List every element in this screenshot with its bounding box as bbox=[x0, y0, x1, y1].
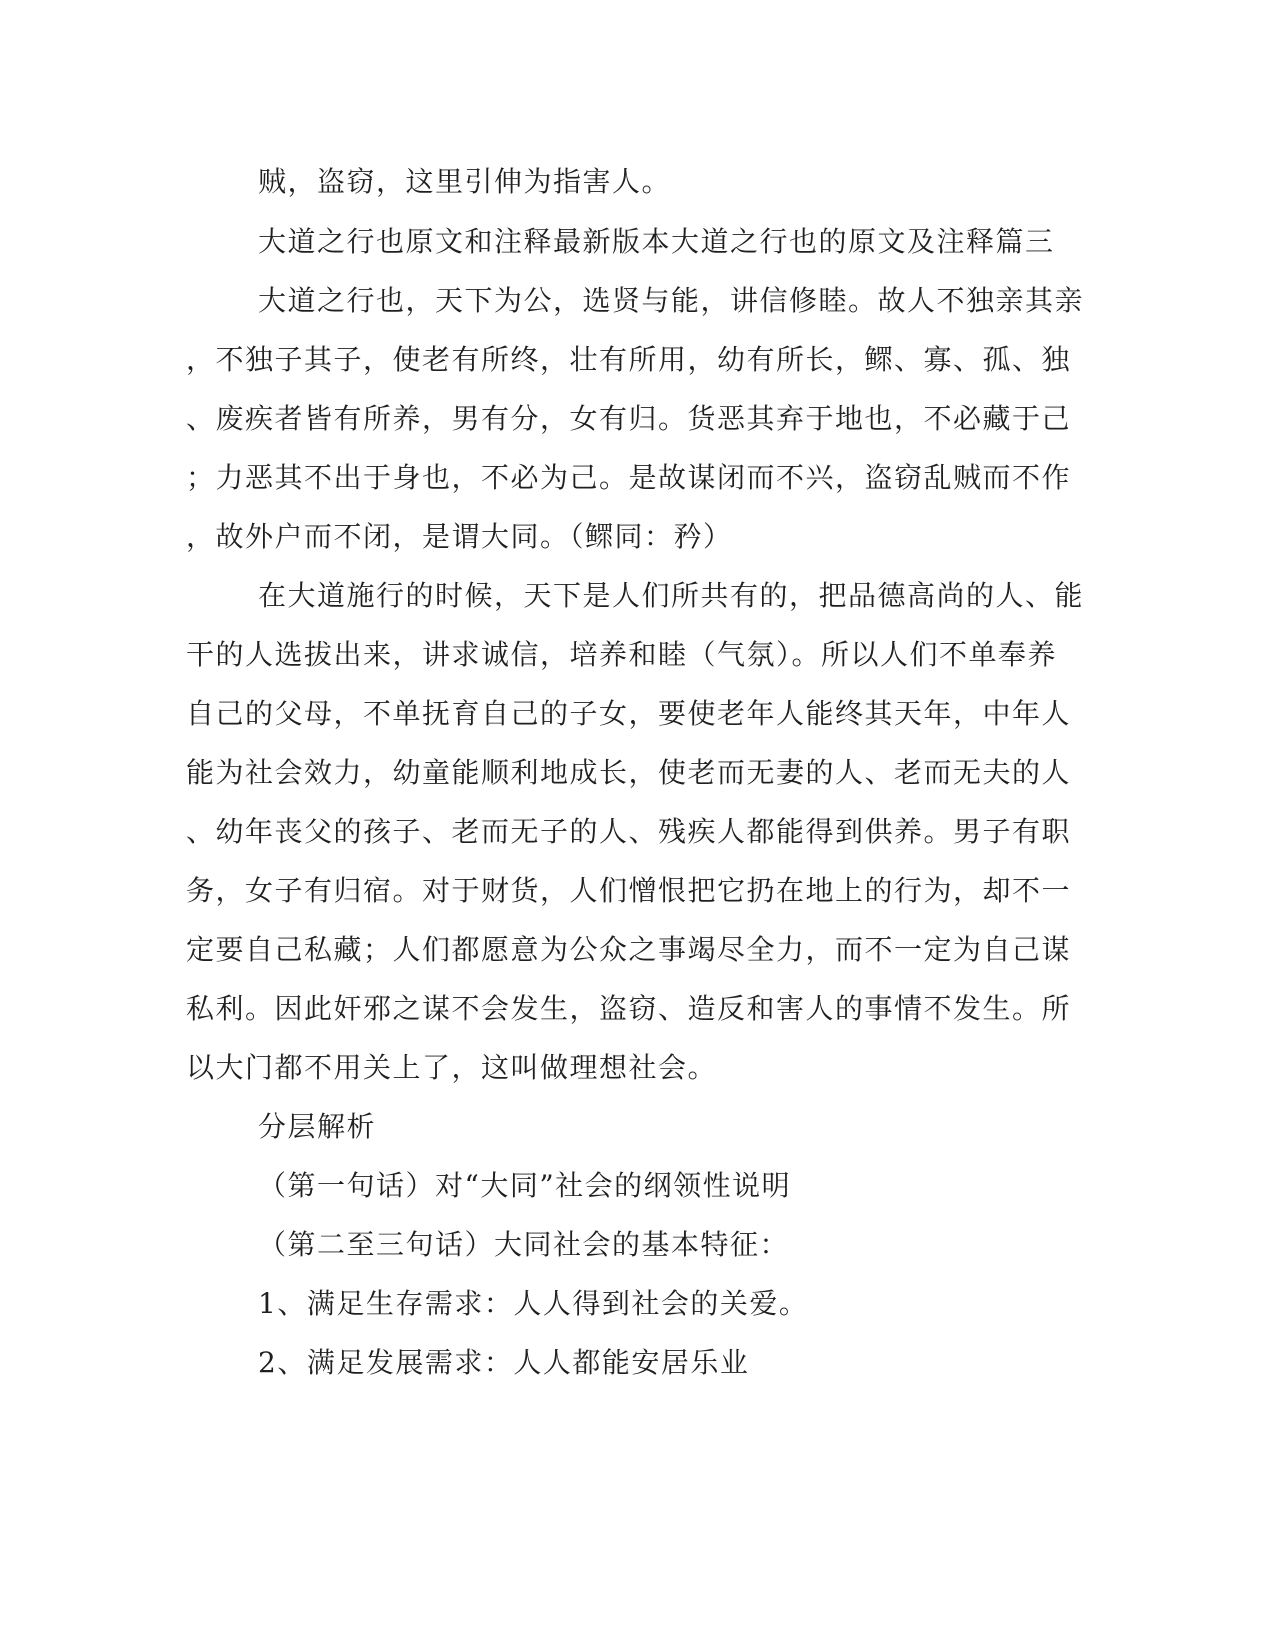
text-line: 、幼年丧父的孩子、老而无子的人、残疾人都能得到供养。男子有职 bbox=[186, 815, 1072, 848]
text-line: 大道之行也，天下为公，选贤与能，讲信修睦。故人不独亲其亲 bbox=[258, 284, 1085, 317]
section-heading: 大道之行也原文和注释最新版本大道之行也的原文及注释篇三 bbox=[258, 225, 1055, 258]
list-item: 1、满足生存需求：人人得到社会的关爱。 bbox=[258, 1287, 809, 1320]
text-line: 贼，盗窃，这里引伸为指害人。 bbox=[258, 165, 672, 198]
text-line: ；力恶其不出于身也，不必为己。是故谋闭而不兴，盗窃乱贼而不作 bbox=[186, 461, 1072, 494]
text-line: 能为社会效力，幼童能顺利地成长，使老而无妻的人、老而无夫的人 bbox=[186, 756, 1072, 789]
text-line: （第二至三句话）大同社会的基本特征： bbox=[258, 1228, 790, 1261]
text-line: ，故外户而不闭，是谓大同。（鳏同：矜） bbox=[186, 520, 733, 553]
text-line: 在大道施行的时候，天下是人们所共有的，把品德高尚的人、能 bbox=[258, 579, 1085, 612]
text-line: 私利。因此奸邪之谋不会发生，盗窃、造反和害人的事情不发生。所 bbox=[186, 992, 1072, 1025]
text-line: 自己的父母，不单抚育自己的子女，要使老年人能终其天年，中年人 bbox=[186, 697, 1072, 730]
text-line: 以大门都不用关上了，这叫做理想社会。 bbox=[186, 1051, 718, 1084]
text-line: （第一句话）对“大同”社会的纲领性说明 bbox=[258, 1169, 792, 1202]
text-line: 定要自己私藏；人们都愿意为公众之事竭尽全力，而不一定为自己谋 bbox=[186, 933, 1072, 966]
text-line: 、废疾者皆有所养，男有分，女有归。货恶其弃于地也，不必藏于己 bbox=[186, 402, 1072, 435]
text-line: 务，女子有归宿。对于财货，人们憎恨把它扔在地上的行为，却不一 bbox=[186, 874, 1072, 907]
list-item: 2、满足发展需求：人人都能安居乐业 bbox=[258, 1346, 750, 1379]
text-line: ，不独子其子，使老有所终，壮有所用，幼有所长，鳏、寡、孤、独 bbox=[186, 343, 1072, 376]
text-line: 干的人选拔出来，讲求诚信，培养和睦（气氛）。所以人们不单奉养 bbox=[186, 638, 1058, 671]
section-heading: 分层解析 bbox=[258, 1110, 377, 1143]
